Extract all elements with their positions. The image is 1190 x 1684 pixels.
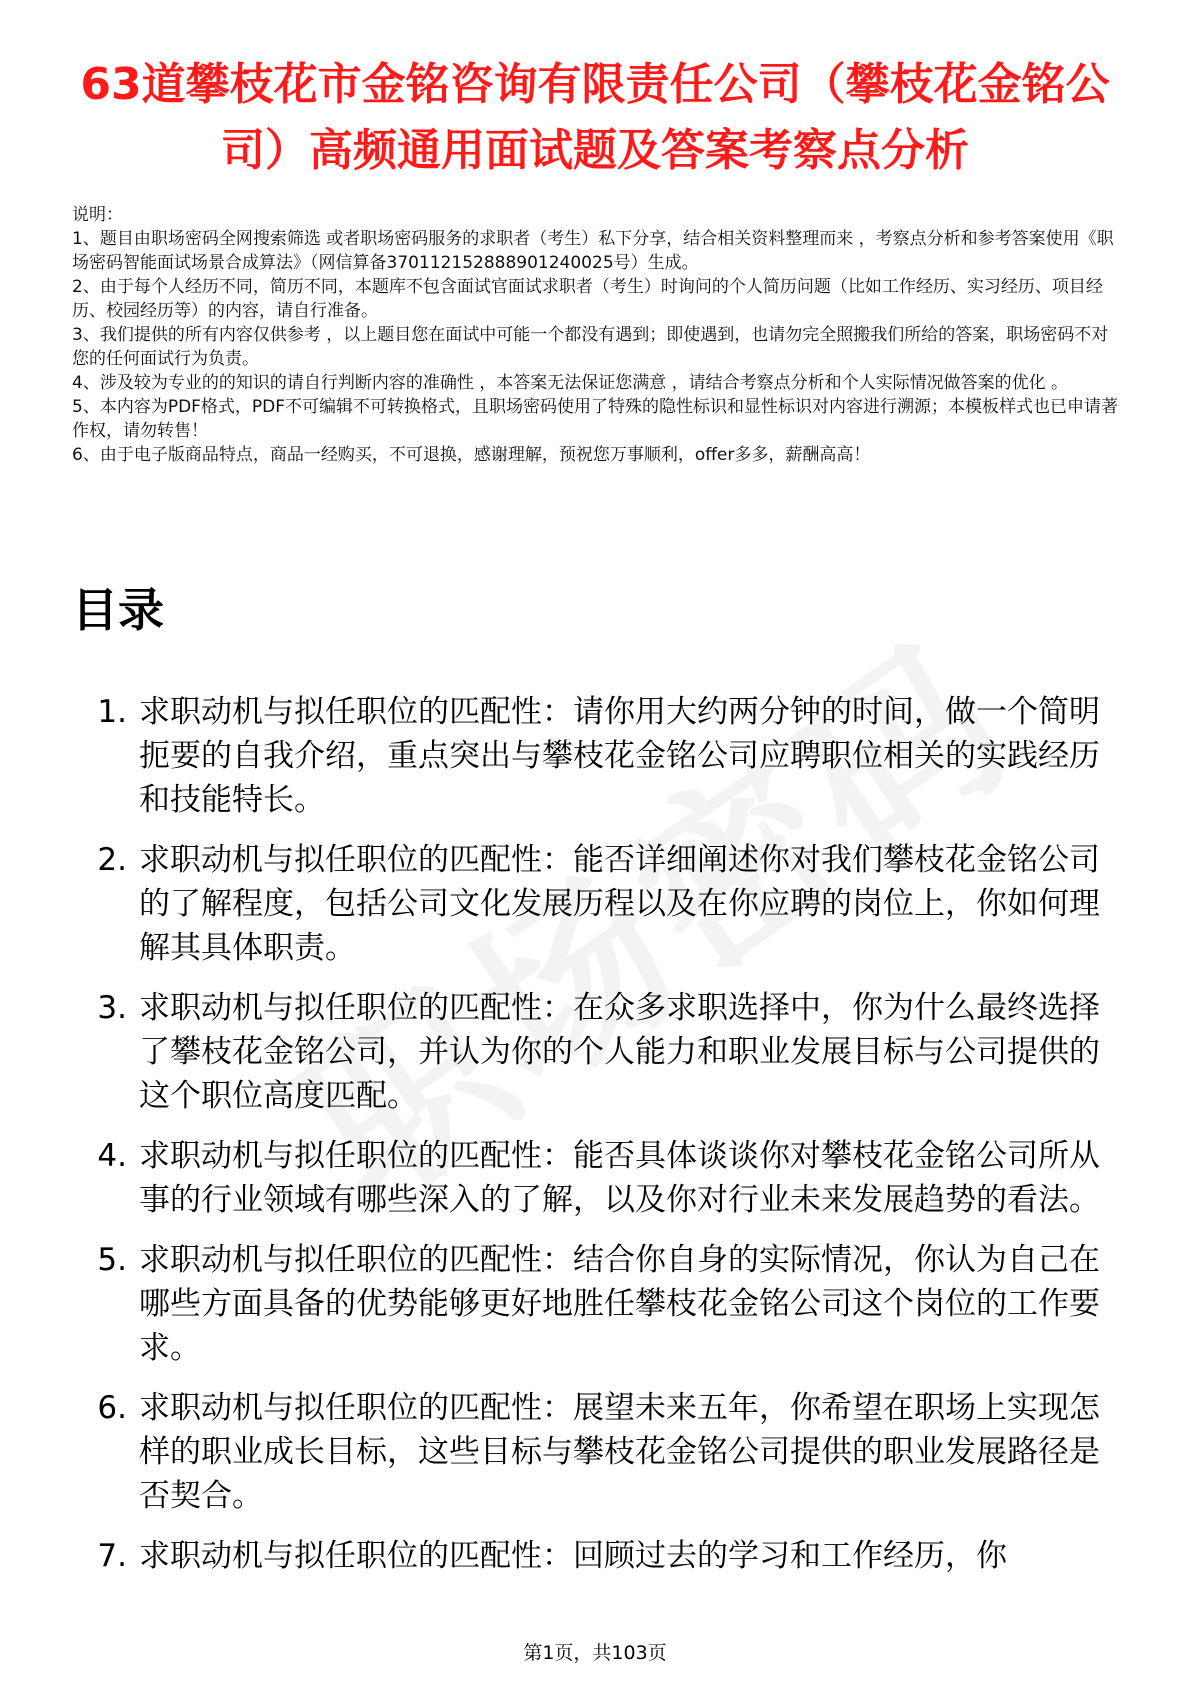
question-number: 3. [97, 990, 127, 1026]
question-item[interactable] [72, 1238, 1120, 1370]
question-number: 7. [97, 1538, 127, 1574]
question-number: 6. [97, 1390, 127, 1426]
question-text: 求职动机与拟任职位的匹配性：能否详细阐述你对我们攀枝花金铭公司的了解程度，包括公司文化发展历程以及在你应聘的岗位上，你如何理解其具体职责。 [139, 842, 1100, 966]
note-item: 3、我们提供的所有内容仅供参考 ，以上题目您在面试中可能一个都没有遇到；即使遇到，也请勿完全照搬我们所给的答案，职场密码不对您的任何面试行为负责。 [72, 325, 1109, 369]
note-item: 4、涉及较为专业的的知识的请自行判断内容的准确性 ，本答案无法保证您满意 ，请结合考察点分析和个人实际情况做答案的优化 。 [72, 373, 1069, 393]
note-item: 6、由于电子版商品特点，商品一经购买，不可退换，感谢理解，预祝您万事顺利，offer多多，薪酬高高！ [72, 445, 871, 465]
note-item: 5、本内容为PDF格式，PDF不可编辑不可转换格式，且职场密码使用了特殊的隐性标识和显性标识对内容进行溯源；本模板样式也已申请著作权，请勿转售！ [72, 397, 1119, 441]
question-number: 5. [97, 1242, 127, 1278]
question-item[interactable] [72, 986, 1120, 1118]
question-text: 求职动机与拟任职位的匹配性：能否具体谈谈你对攀枝花金铭公司所从事的行业领域有哪些深入的了解，以及你对行业未来发展趋势的看法。 [139, 1138, 1100, 1218]
question-text: 求职动机与拟任职位的匹配性：回顾过去的学习和工作经历，你 [139, 1538, 1007, 1574]
question-number: 1. [97, 694, 127, 730]
notes-heading: 说明： [72, 205, 123, 225]
question-list [72, 690, 1120, 1594]
question-item[interactable] [72, 1386, 1120, 1518]
question-item[interactable] [72, 1134, 1120, 1222]
question-number: 2. [97, 842, 127, 878]
question-text: 求职动机与拟任职位的匹配性：在众多求职选择中，你为什么最终选择了攀枝花金铭公司，并认为你的个人能力和职业发展目标与公司提供的这个职位高度匹配。 [139, 990, 1100, 1114]
question-text: 求职动机与拟任职位的匹配性：请你用大约两分钟的时间，做一个简明扼要的自我介绍，重点突出与攀枝花金铭公司应聘职位相关的实践经历和技能特长。 [139, 694, 1100, 818]
question-item[interactable] [72, 690, 1120, 822]
note-item: 2、由于每个人经历不同，简历不同，本题库不包含面试官面试求职者（考生）时询问的个人简历问题（比如工作经历、实习经历、项目经历、校园经历等）的内容，请自行准备。 [72, 277, 1103, 321]
question-text: 求职动机与拟任职位的匹配性：展望未来五年，你希望在职场上实现怎样的职业成长目标，这些目标与攀枝花金铭公司提供的职业发展路径是否契合。 [139, 1390, 1100, 1514]
question-text: 求职动机与拟任职位的匹配性：结合你自身的实际情况，你认为自己在哪些方面具备的优势能够更好地胜任攀枝花金铭公司这个岗位的工作要求。 [139, 1242, 1100, 1366]
toc-heading: 目录 [72, 583, 164, 637]
question-item[interactable] [72, 838, 1120, 970]
page-indicator: 第1页，共103页 [523, 1642, 667, 1664]
question-item[interactable] [72, 1534, 1120, 1578]
document-title: 63道攀枝花市金铭咨询有限责任公司（攀枝花金铭公司）高频通用面试题及答案考察点分析 [80, 59, 1110, 176]
notes-section [72, 203, 1120, 467]
question-number: 4. [97, 1138, 127, 1174]
note-item: 1、题目由职场密码全网搜索筛选 或者职场密码服务的求职者（考生）私下分享，结合相关资料整理而来 ，考察点分析和参考答案使用《职场密码智能面试场景合成算法》（网信算备370112152888901240025号）生成。 [72, 229, 1114, 273]
